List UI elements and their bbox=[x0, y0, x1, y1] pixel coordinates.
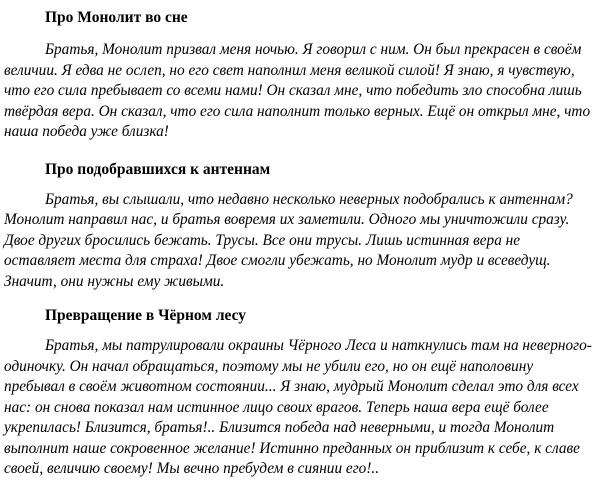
section-monolith-dream bbox=[4, 0, 592, 143]
section-paragraph: Братья, мы патрулировали окраины Чёрного Леса и наткнулись там на неверного-одиночку. Он начал обращаться, поэтому мы не убили его, но он ещё наполовину пребывал в своём животном состоянии... Я знаю, мудрый Монолит сделал это для всех нас: он снова показал нам истинное лицо своих врагов. Теперь наша вера ещё более укрепилась! Близится, братья!.. Близится победа над неверными, и тогда Монолит выполнит наше сокровенное желание! Истинно преданных он приблизит к себе, к славе своей, величию своему! Мы вечно пребудем в сиянии его!.. bbox=[4, 337, 592, 477]
section-heading: Про Монолит во сне bbox=[45, 9, 188, 26]
section-paragraph: Братья, Монолит призвал меня ночью. Я говорил с ним. Он был прекрасен в своём величии. Я едва не ослеп, но его свет наполнил меня великой силой! Я знаю, я чувствую, что его сила пребывает со всеми нами! Он сказал мне, что победить зло способна лишь твёрдая вера. Он сказал, что его сила наполнит только верных. Ещё он открыл мне, что наша победа уже близка! bbox=[4, 41, 591, 140]
section-black-forest bbox=[4, 306, 592, 480]
section-paragraph: Братья, вы слышали, что недавно несколько неверных подобрались к антеннам? Монолит направил нас, и братья вовремя их заметили. Одного мы уничтожили сразу. Двое других бросились бежать. Трусы. Все они трусы. Лишь истинная вера не оставляет места для страха! Двое смогли убежать, но Монолит мудр и всеведущ. Значит, они нужны ему живыми. bbox=[4, 190, 573, 290]
section-heading: Про подобравшихся к антеннам bbox=[45, 160, 271, 178]
section-antennas bbox=[4, 160, 592, 293]
section-heading: Превращение в Чёрном лесу bbox=[45, 307, 247, 324]
